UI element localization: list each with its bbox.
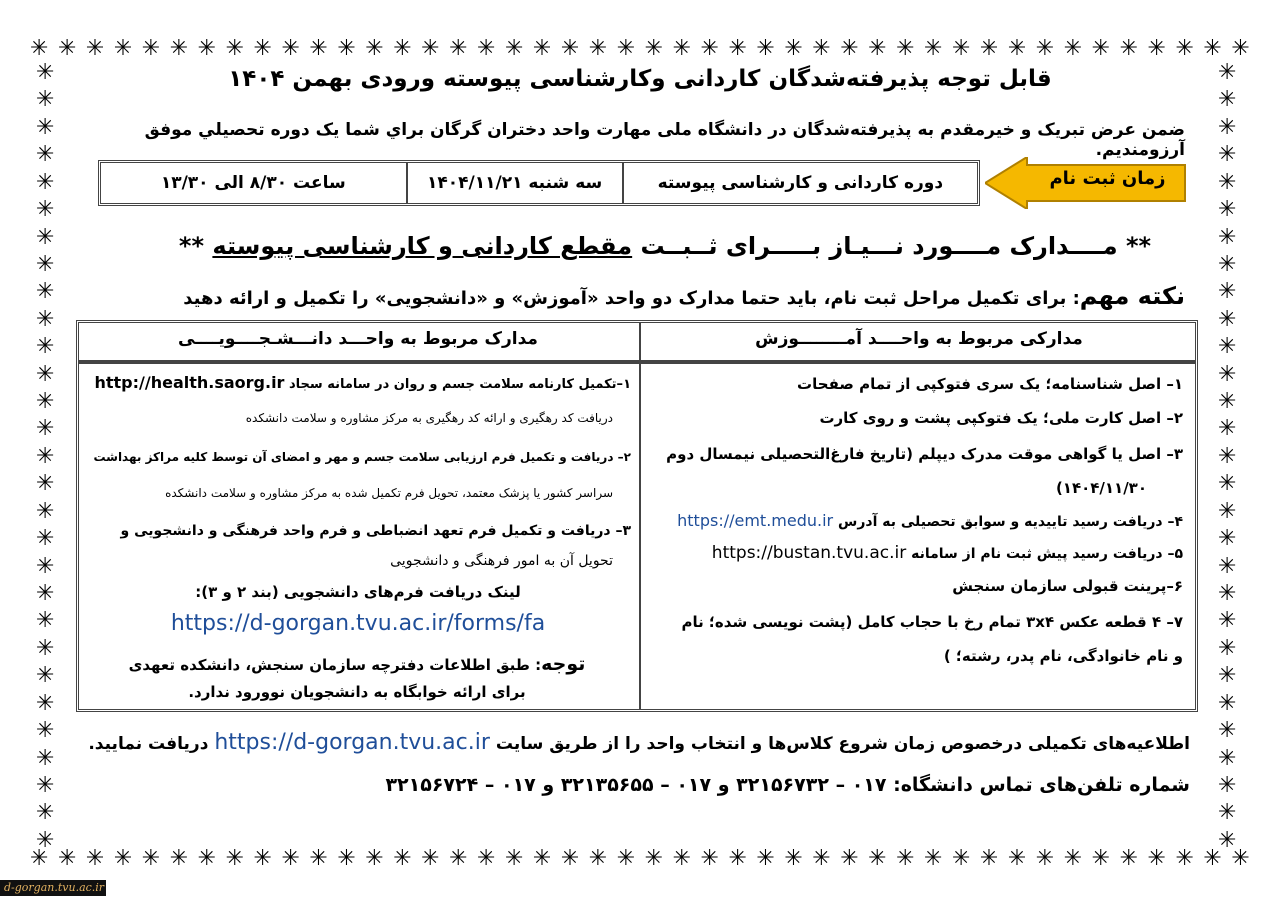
star-ornament: ✳ [1119, 846, 1138, 871]
watermark-logo: d-gorgan.tvu.ac.ir [0, 880, 106, 896]
star-ornament: ✳ [57, 36, 77, 61]
star-ornament: ✳ [588, 36, 608, 61]
important-note [150, 282, 1185, 310]
bottom-star-border [30, 848, 1250, 870]
schedule-time: ساعت ۸/۳۰ الی ۱۳/۳۰ [160, 173, 346, 193]
star-ornament: ✳ [1218, 745, 1237, 771]
star-ornament: ✳ [1063, 846, 1083, 871]
star-ornament: ✳ [141, 36, 161, 61]
star-ornament: ✳ [337, 36, 356, 61]
star-ornament: ✳ [979, 846, 999, 871]
note-key: نکته مهم [1079, 282, 1185, 310]
star-ornament: ✳ [36, 197, 55, 223]
star-ornament: ✳ [36, 87, 55, 113]
star-ornament: ✳ [532, 36, 552, 61]
health-link[interactable]: http://health.saorg.ir [94, 373, 285, 392]
star-ornament: ✳ [421, 846, 440, 871]
star-ornament: ✳ [85, 36, 105, 61]
star-ornament: ✳ [728, 846, 747, 871]
star-ornament: ✳ [644, 846, 664, 871]
star-ornament: ✳ [36, 635, 55, 661]
star-ornament: ✳ [616, 846, 636, 871]
forms-link[interactable] [83, 611, 633, 636]
registration-time-label: زمان ثبت نام [1049, 168, 1166, 189]
footer-info [80, 730, 1190, 755]
star-ornament: ✳ [560, 846, 580, 871]
education-item-3-date: ۱۴۰۴/۱۱/۳۰) [1055, 479, 1147, 497]
star-ornament: ✳ [868, 846, 887, 871]
star-ornament: ✳ [36, 389, 55, 415]
star-ornament: ✳ [36, 471, 55, 497]
star-ornament: ✳ [1035, 846, 1055, 871]
heading-post: ** [178, 232, 213, 260]
star-ornament: ✳ [36, 114, 55, 140]
star-ornament: ✳ [1091, 846, 1111, 871]
star-ornament: ✳ [1218, 306, 1237, 332]
column-divider [639, 323, 641, 709]
student-note [83, 653, 631, 675]
star-ornament: ✳ [1218, 416, 1237, 442]
star-ornament: ✳ [1218, 224, 1237, 250]
star-ornament: ✳ [1218, 60, 1237, 85]
left-star-border [36, 62, 54, 852]
star-ornament: ✳ [253, 36, 272, 61]
star-ornament: ✳ [1218, 169, 1237, 195]
star-ornament: ✳ [1231, 846, 1250, 871]
star-ornament: ✳ [36, 443, 55, 469]
student-item-2: ۲– دریافت و تکمیل فرم ارزیابی سلامت جسم و مهر و امضای آن توسط کلیه مراکز بهداشت [93, 450, 631, 464]
star-ornament: ✳ [924, 846, 943, 871]
star-ornament: ✳ [1218, 718, 1237, 744]
star-ornament: ✳ [421, 36, 440, 61]
page-title: قابل توجه پذیرفته‌شدگان کاردانی وکارشناسی پیوسته ورودی بهمن ۱۴۰۴ [228, 66, 1052, 92]
star-ornament: ✳ [616, 36, 636, 61]
star-ornament: ✳ [36, 690, 55, 716]
star-ornament: ✳ [30, 36, 49, 61]
student-column-header: مدارک مربوط به واحـــد دانـــشـجــــویــــی [178, 329, 538, 349]
star-ornament: ✳ [924, 36, 943, 61]
star-ornament: ✳ [309, 846, 328, 871]
education-item-7-cont: و نام خانوادگی، نام پدر، رشته؛ ) [943, 647, 1183, 665]
star-ornament: ✳ [1218, 553, 1237, 579]
star-ornament: ✳ [1063, 36, 1083, 61]
footer-info-post: دریافت نمایید. [88, 734, 209, 754]
star-ornament: ✳ [1218, 608, 1237, 634]
star-ornament: ✳ [36, 251, 55, 277]
header-divider [79, 360, 1195, 364]
star-ornament: ✳ [784, 36, 803, 61]
star-ornament: ✳ [784, 846, 803, 871]
star-ornament: ✳ [1147, 846, 1166, 871]
star-ornament: ✳ [504, 846, 524, 871]
star-ornament: ✳ [896, 846, 915, 871]
note-text: : برای تکمیل مراحل ثبت نام، باید حتما مدارک دو واحد «آموزش» و «دانشجویی» را تکمیل و ارائه دهید [183, 288, 1080, 309]
star-ornament: ✳ [36, 827, 55, 853]
star-ornament: ✳ [1218, 251, 1237, 277]
star-ornament: ✳ [477, 36, 496, 61]
star-ornament: ✳ [393, 36, 412, 61]
education-column-header: مدارکی مربوط به واحــــد آمــــــــوزش [755, 329, 1083, 349]
education-item-5 [712, 543, 1183, 563]
forms-link-label: لینک دریافت فرم‌های دانشجویی (بند ۲ و ۳): [195, 583, 521, 601]
star-ornament: ✳ [812, 846, 831, 871]
star-ornament: ✳ [756, 36, 775, 61]
star-ornament: ✳ [36, 608, 55, 634]
star-ornament: ✳ [1218, 87, 1237, 113]
star-ornament: ✳ [1218, 279, 1237, 305]
education-item-6: ۶–پرینت قبولی سازمان سنجش [952, 577, 1183, 595]
star-ornament: ✳ [197, 846, 217, 871]
star-ornament: ✳ [1218, 142, 1237, 168]
heading-pre: ** مــــدارک مــــورد نـــیـاز بـــــرای ثــبــت [632, 232, 1152, 260]
student-item-3-cont: تحویل آن به امور فرهنگی و دانشجویی [390, 553, 613, 569]
star-ornament: ✳ [700, 846, 719, 871]
star-ornament: ✳ [588, 846, 608, 871]
star-ornament: ✳ [365, 36, 384, 61]
education-item-4 [677, 511, 1183, 530]
forms-link-text[interactable]: https://d-gorgan.tvu.ac.ir/forms/fa [170, 611, 546, 636]
star-ornament: ✳ [532, 846, 552, 871]
star-ornament: ✳ [36, 718, 55, 744]
star-ornament: ✳ [1218, 471, 1237, 497]
star-ornament: ✳ [36, 553, 55, 579]
star-ornament: ✳ [644, 36, 664, 61]
star-ornament: ✳ [253, 846, 272, 871]
star-ornament: ✳ [951, 36, 971, 61]
star-ornament: ✳ [36, 526, 55, 552]
footer-info-text: اطلاعیه‌های تکمیلی درخصوص زمان شروع کلاس‌ها و انتخاب واحد را از طریق سایت [495, 734, 1190, 754]
star-ornament: ✳ [1218, 498, 1237, 524]
student-note-cont: برای ارائه خوابگاه به دانشجویان نوورود ندارد. [188, 683, 526, 701]
star-ornament: ✳ [393, 846, 412, 871]
star-ornament: ✳ [30, 846, 49, 871]
star-ornament: ✳ [672, 36, 691, 61]
star-ornament: ✳ [281, 846, 300, 871]
star-ornament: ✳ [1035, 36, 1055, 61]
star-ornament: ✳ [36, 745, 55, 771]
student-item-1 [83, 373, 631, 392]
documents-heading [150, 232, 1180, 260]
star-ornament: ✳ [1203, 846, 1222, 871]
star-ornament: ✳ [1218, 389, 1237, 415]
education-item-3: ۳– اصل یا گواهی موقت مدرک دیپلم (تاریخ فارغ‌التحصیلی نیمسال دوم [666, 445, 1183, 463]
star-ornament: ✳ [979, 36, 999, 61]
schedule-table [98, 160, 980, 206]
star-ornament: ✳ [477, 846, 496, 871]
star-ornament: ✳ [169, 36, 189, 61]
student-note-key: توجه [541, 653, 586, 675]
education-item-5-text: ۵– دریافت رسید پیش ثبت نام از سامانه [911, 546, 1183, 562]
star-ornament: ✳ [281, 36, 300, 61]
star-ornament: ✳ [1218, 772, 1237, 798]
star-ornament: ✳ [85, 846, 105, 871]
star-ornament: ✳ [36, 772, 55, 798]
star-ornament: ✳ [756, 846, 775, 871]
star-ornament: ✳ [225, 846, 244, 871]
star-ornament: ✳ [840, 846, 859, 871]
star-ornament: ✳ [672, 846, 691, 871]
star-ornament: ✳ [560, 36, 580, 61]
star-ornament: ✳ [1218, 800, 1237, 826]
star-ornament: ✳ [1218, 114, 1237, 140]
right-star-border [1218, 62, 1236, 852]
star-ornament: ✳ [36, 306, 55, 332]
star-ornament: ✳ [504, 36, 524, 61]
education-item-1: ۱– اصل شناسنامه؛ یک سری فتوکپی از تمام صفحات [797, 375, 1183, 393]
star-ornament: ✳ [700, 36, 719, 61]
heading-underlined: مقطع کاردانی و کارشناسی پیوسته [212, 232, 633, 260]
star-ornament: ✳ [36, 224, 55, 250]
student-item-3: ۳– دریافت و تکمیل فرم تعهد انضباطی و فرم واحد فرهنگی و دانشجویی و [120, 523, 631, 539]
student-item-1-cont: دریافت کد رهگیری و ارائه کد رهگیری به مرکز مشاوره و سلامت دانشکده [245, 411, 613, 425]
star-ornament: ✳ [337, 846, 356, 871]
star-ornament: ✳ [840, 36, 859, 61]
site-link[interactable]: https://d-gorgan.tvu.ac.ir [214, 730, 490, 755]
schedule-date: سه شنبه ۱۴۰۴/۱۱/۲۱ [406, 163, 622, 203]
star-ornament: ✳ [1175, 846, 1194, 871]
star-ornament: ✳ [113, 36, 133, 61]
star-ornament: ✳ [197, 36, 217, 61]
star-ornament: ✳ [36, 60, 55, 85]
star-ornament: ✳ [36, 142, 55, 168]
star-ornament: ✳ [1218, 581, 1237, 607]
star-ornament: ✳ [1218, 663, 1237, 689]
star-ornament: ✳ [1007, 846, 1027, 871]
star-ornament: ✳ [36, 279, 55, 305]
education-item-2: ۲– اصل کارت ملی؛ یک فتوکپی پشت و روی کارت [819, 409, 1183, 427]
star-ornament: ✳ [36, 498, 55, 524]
star-ornament: ✳ [1218, 827, 1237, 853]
student-item-1-text: ۱–تکمیل کارنامه سلامت جسم و روان در سامانه سجاد [288, 377, 631, 392]
star-ornament: ✳ [36, 334, 55, 360]
star-ornament: ✳ [1218, 443, 1237, 469]
star-ornament: ✳ [728, 36, 747, 61]
star-ornament: ✳ [1218, 197, 1237, 223]
education-item-7: ۷– ۴ قطعه عکس ۳x۴ تمام رخ با حجاب کامل (پشت نویسی شده؛ نام [681, 613, 1183, 631]
star-ornament: ✳ [1091, 36, 1111, 61]
star-ornament: ✳ [36, 663, 55, 689]
star-ornament: ✳ [812, 36, 831, 61]
star-ornament: ✳ [896, 36, 915, 61]
bustan-link[interactable]: https://bustan.tvu.ac.ir [711, 543, 907, 563]
star-ornament: ✳ [1007, 36, 1027, 61]
intro-text: ضمن عرض تبریک و خیرمقدم به پذیرفته‌شدگان در دانشگاه ملی مهارت واحد دختران گرگان براي شما يک دوره تحصيلي موفق آرزومنديم. [144, 120, 1185, 160]
star-ornament: ✳ [365, 846, 384, 871]
emt-link[interactable]: https://emt.medu.ir [677, 511, 834, 530]
star-ornament: ✳ [449, 36, 468, 61]
star-ornament: ✳ [1218, 526, 1237, 552]
star-ornament: ✳ [225, 36, 244, 61]
star-ornament: ✳ [1218, 361, 1237, 387]
student-note-text: : طبق اطلاعات دفترچه سازمان سنجش، دانشکده تعهدی [128, 656, 542, 674]
star-ornament: ✳ [57, 846, 77, 871]
star-ornament: ✳ [449, 846, 468, 871]
star-ornament: ✳ [1119, 36, 1138, 61]
star-ornament: ✳ [1218, 635, 1237, 661]
star-ornament: ✳ [1218, 690, 1237, 716]
star-ornament: ✳ [36, 800, 55, 826]
student-item-2-cont: سراسر کشور یا پزشک معتمد، تحویل فرم تکمیل شده به مرکز مشاوره و سلامت دانشکده [165, 486, 613, 500]
star-ornament: ✳ [1175, 36, 1194, 61]
star-ornament: ✳ [113, 846, 133, 871]
star-ornament: ✳ [309, 36, 328, 61]
star-ornament: ✳ [36, 169, 55, 195]
documents-table [76, 320, 1198, 712]
star-ornament: ✳ [141, 846, 161, 871]
schedule-course: دوره کاردانی و کارشناسی پیوسته [622, 163, 977, 203]
star-ornament: ✳ [36, 361, 55, 387]
footer-phones: شماره تلفن‌های تماس دانشگاه: ۰۱۷ – ۳۲۱۵۶۷۳۲ و ۰۱۷ – ۳۲۱۳۵۶۵۵ و ۰۱۷ – ۳۲۱۵۶۷۲۴ [385, 774, 1190, 796]
star-ornament: ✳ [1218, 334, 1237, 360]
star-ornament: ✳ [1147, 36, 1166, 61]
star-ornament: ✳ [1231, 36, 1250, 61]
star-ornament: ✳ [951, 846, 971, 871]
star-ornament: ✳ [36, 416, 55, 442]
star-ornament: ✳ [169, 846, 189, 871]
star-ornament: ✳ [1203, 36, 1222, 61]
education-item-4-text: ۴– دریافت رسید تاییدیه و سوابق تحصیلی به آدرس [838, 514, 1183, 530]
top-star-border [30, 38, 1250, 60]
star-ornament: ✳ [36, 581, 55, 607]
star-ornament: ✳ [868, 36, 887, 61]
